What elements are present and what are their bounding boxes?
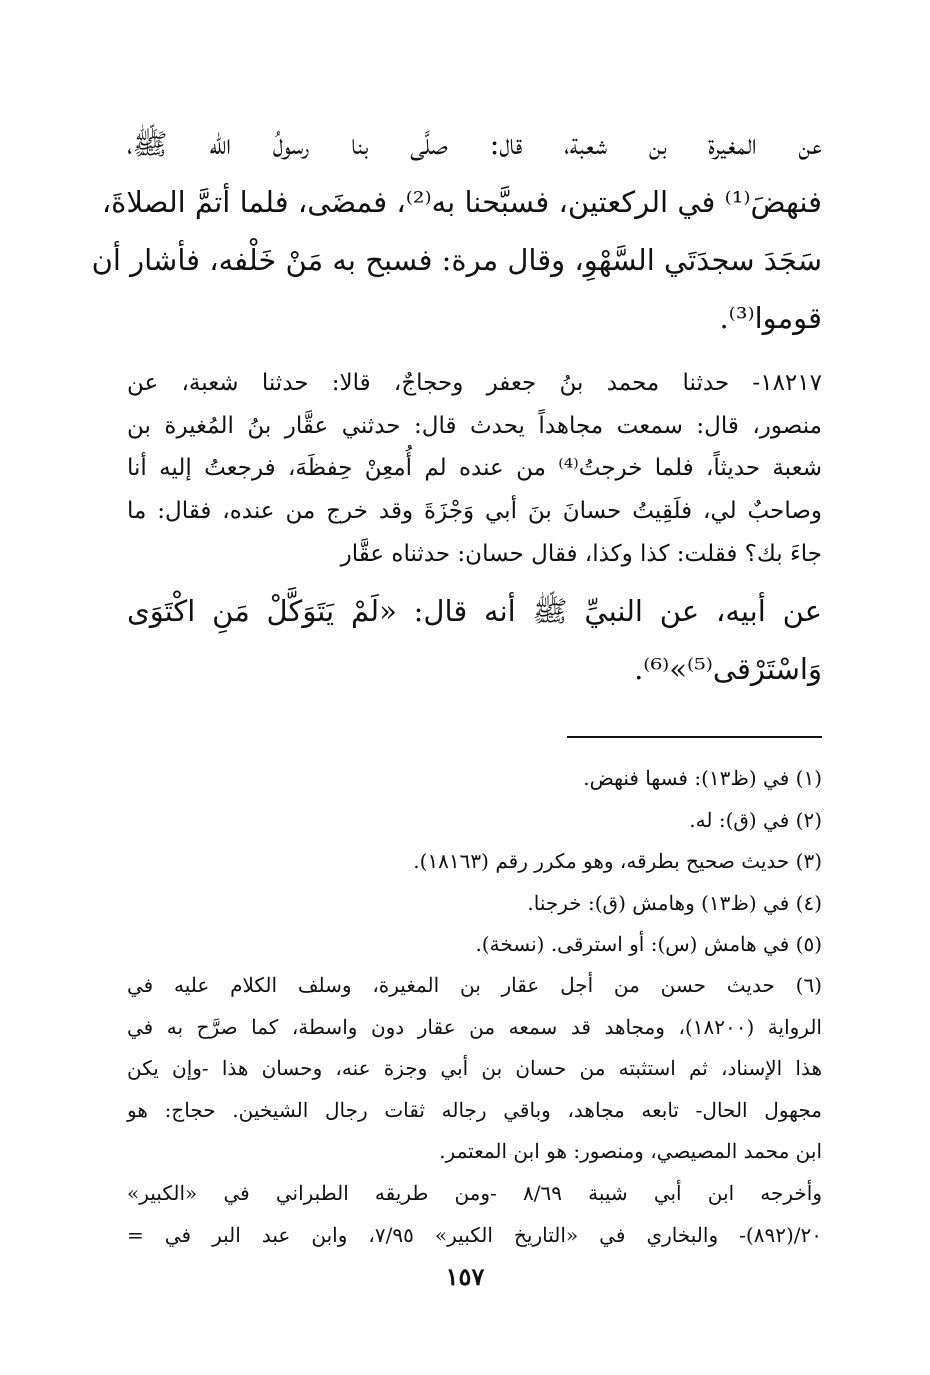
footnote: (١) في (ظ١٣): فسها فنهض. xyxy=(583,766,822,790)
text-line: ١٨٢١٧- حدثنا محمد بنُ جعفر وحجاجٌ، قالا: حدثنا شعبة، عن xyxy=(127,370,822,396)
hadith-paragraph-1 xyxy=(91,115,822,347)
text-line: وَاسْتَرْقى⁽⁵⁾»⁽⁶⁾. xyxy=(634,652,822,686)
footnote-6 xyxy=(127,965,822,1173)
page-number: ١٥٧ xyxy=(445,1262,485,1291)
hadith-paragraph-3 xyxy=(127,582,822,698)
footnote-line: ٢٠/(٨٩٢)- والبخاري في «التاريخ الكبير» ٧/٩٥، وابن عبد البر في = xyxy=(127,1222,822,1247)
footnote-line: الرواية (١٨٢٠٠)، ومجاهد قد سمعه من عقار دون واسطة، كما صرَّح به في xyxy=(127,1014,822,1039)
text-line: قوموا⁽³⁾. xyxy=(719,301,822,335)
footnote: (٥) في هامش (س): أو استرقى. (نسخة). xyxy=(475,932,822,956)
footnote-line: (٦) حديث حسن من أجل عقار بن المغيرة، وسلف الكلام عليه في xyxy=(127,973,822,997)
footnote-separator xyxy=(567,736,822,738)
footnotes-list xyxy=(127,758,822,966)
hadith-paragraph-2 xyxy=(127,362,822,576)
text-line: جاءَ بك؟ فقلت: كذا وكذا، فقال حسان: حدثناه عقَّار xyxy=(340,540,822,567)
text-line: وصاحبٌ لي، فلَقِيتُ حسانَ بنَ أبي وَجْزَةَ وقد خرج من عنده، فقال: ما xyxy=(127,498,822,525)
footnote-line: وأخرجه ابن أبي شيبة ٨/٦٩ -ومن طريقه الطبراني في «الكبير» xyxy=(127,1181,822,1205)
text-line: سَجَدَ سجدَتَي السَّهْوِ، وقال مرة: فسبح به مَنْ خَلْفه، فأشار أن xyxy=(91,243,822,277)
footnote-line: هذا الإسناد، ثم استثبته من حسان بن أبي وجزة عنه، وحسان هذا -وإن يكن xyxy=(127,1056,822,1080)
footnote-6-continued xyxy=(127,1173,822,1256)
footnote: (٣) حديث صحيح بطرقه، وهو مكرر رقم (١٨١٦٣). xyxy=(413,849,822,873)
footnote-line: ابن محمد المصيصي، ومنصور: هو ابن المعتمر. xyxy=(439,1139,822,1163)
text-line: عن المغيرة بن شعبة، قال: صلَّى بنا رسولُ الله ﷺ، xyxy=(127,127,822,161)
text-line: عن أبيه، عن النبيِّ ﷺ أنه قال: «لَمْ يَتَوَكَّلْ مَنِ اكْتَوَى xyxy=(127,594,822,628)
footnote: (٢) في (ق): له. xyxy=(689,807,822,832)
text-line: فنهضَ⁽¹⁾ في الركعتين، فسبَّحنا به⁽²⁾، فمضَى، فلما أتمَّ الصلاةَ، xyxy=(101,185,822,219)
text-line: منصور، قال: سمعت مجاهداً يحدث قال: حدثني عقَّار بنُ المُغيرة بن xyxy=(127,412,822,439)
footnote: (٤) في (ظ١٣) وهامش (ق): خرجنا. xyxy=(527,890,822,915)
footnote-line: مجهول الحال- تابعه مجاهد، وباقي رجاله ثقات رجال الشيخين. حجاج: هو xyxy=(127,1097,822,1122)
text-line: شعبة حديثاً، فلما خرجتُ⁽⁴⁾ من عنده لم أُمعِنْ حِفظَهَ، فرجعتُ إليه أنا xyxy=(127,455,822,482)
